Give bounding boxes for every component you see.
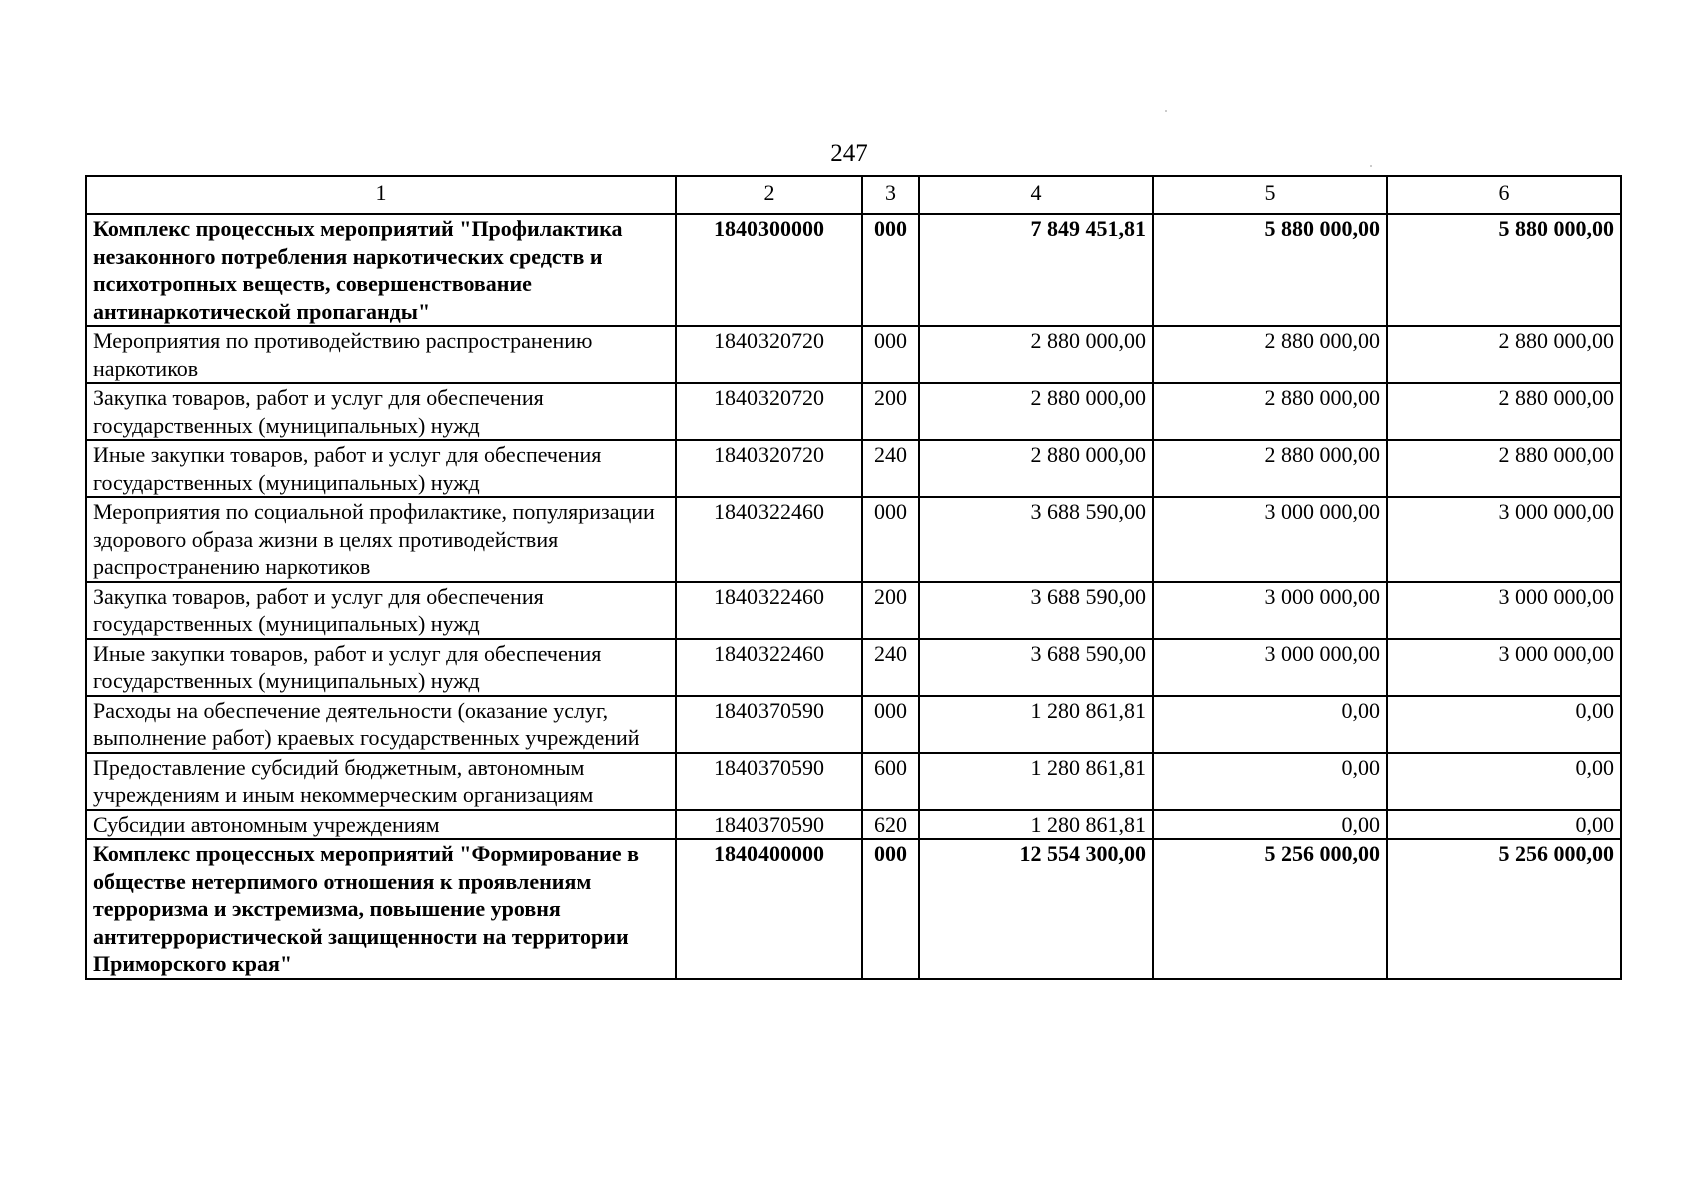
row-amount-col5: 3 000 000,00 [1153,497,1387,582]
budget-table [85,175,1622,980]
row-amount-col5: 5 256 000,00 [1153,839,1387,979]
row-amount-col6: 0,00 [1387,810,1621,840]
row-kind: 000 [862,497,919,582]
row-name: Расходы на обеспечение деятельности (оказание услуг, выполнение работ) краевых государственных учреждений [86,696,676,753]
row-kind: 200 [862,383,919,440]
row-amount-col4: 7 849 451,81 [919,214,1153,326]
row-amount-col5: 2 880 000,00 [1153,440,1387,497]
row-name: Субсидии автономным учреждениям [86,810,676,840]
row-kind: 200 [862,582,919,639]
header-row [86,176,1621,214]
row-kind: 000 [862,214,919,326]
table-body [86,214,1621,979]
row-amount-col6: 0,00 [1387,696,1621,753]
row-code: 1840322460 [676,497,862,582]
table-header [86,176,1621,214]
row-amount-col6: 3 000 000,00 [1387,639,1621,696]
row-name: Закупка товаров, работ и услуг для обеспечения государственных (муниципальных) нужд [86,383,676,440]
table-row [86,639,1621,696]
row-amount-col4: 12 554 300,00 [919,839,1153,979]
row-name: Комплекс процессных мероприятий "Формирование в обществе нетерпимого отношения к проявлениям терроризма и экстремизма, повышение уровня антитеррористической защищенности на территории Приморского края" [86,839,676,979]
row-amount-col4: 3 688 590,00 [919,582,1153,639]
table-row [86,383,1621,440]
row-amount-col6: 2 880 000,00 [1387,326,1621,383]
header-col-4: 4 [919,176,1153,214]
table-row [86,214,1621,326]
row-name: Иные закупки товаров, работ и услуг для обеспечения государственных (муниципальных) нужд [86,639,676,696]
row-amount-col5: 2 880 000,00 [1153,383,1387,440]
row-amount-col5: 0,00 [1153,696,1387,753]
row-kind: 600 [862,753,919,810]
table-row [86,753,1621,810]
row-amount-col4: 1 280 861,81 [919,696,1153,753]
page-number: 247 [830,140,868,167]
row-name: Закупка товаров, работ и услуг для обеспечения государственных (муниципальных) нужд [86,582,676,639]
row-amount-col4: 1 280 861,81 [919,753,1153,810]
row-amount-col4: 3 688 590,00 [919,497,1153,582]
row-amount-col6: 2 880 000,00 [1387,440,1621,497]
row-kind: 240 [862,639,919,696]
row-code: 1840320720 [676,383,862,440]
row-kind: 000 [862,696,919,753]
row-kind: 620 [862,810,919,840]
header-col-5: 5 [1153,176,1387,214]
table-row [86,810,1621,840]
table-row [86,326,1621,383]
row-amount-col4: 3 688 590,00 [919,639,1153,696]
table-row [86,696,1621,753]
scan-speck [1370,165,1372,167]
row-name: Мероприятия по социальной профилактике, популяризации здорового образа жизни в целях противодействия распространению наркотиков [86,497,676,582]
row-code: 1840370590 [676,810,862,840]
row-amount-col6: 5 880 000,00 [1387,214,1621,326]
row-amount-col6: 2 880 000,00 [1387,383,1621,440]
row-amount-col5: 0,00 [1153,810,1387,840]
header-col-6: 6 [1387,176,1621,214]
table-row [86,839,1621,979]
row-kind: 240 [862,440,919,497]
row-code: 1840322460 [676,639,862,696]
row-code: 1840370590 [676,753,862,810]
header-col-3: 3 [862,176,919,214]
row-amount-col4: 2 880 000,00 [919,383,1153,440]
row-code: 1840320720 [676,440,862,497]
row-amount-col4: 2 880 000,00 [919,326,1153,383]
row-amount-col5: 2 880 000,00 [1153,326,1387,383]
row-name: Иные закупки товаров, работ и услуг для обеспечения государственных (муниципальных) нужд [86,440,676,497]
table-row [86,497,1621,582]
row-amount-col6: 3 000 000,00 [1387,497,1621,582]
row-amount-col5: 3 000 000,00 [1153,639,1387,696]
row-amount-col5: 0,00 [1153,753,1387,810]
row-code: 1840300000 [676,214,862,326]
row-code: 1840322460 [676,582,862,639]
row-amount-col6: 0,00 [1387,753,1621,810]
row-code: 1840400000 [676,839,862,979]
table-row [86,582,1621,639]
row-name: Комплекс процессных мероприятий "Профилактика незаконного потребления наркотических средств и психотропных веществ, совершенствование антинаркотической пропаганды" [86,214,676,326]
header-col-2: 2 [676,176,862,214]
row-amount-col4: 2 880 000,00 [919,440,1153,497]
row-amount-col5: 5 880 000,00 [1153,214,1387,326]
row-amount-col4: 1 280 861,81 [919,810,1153,840]
row-name: Мероприятия по противодействию распространению наркотиков [86,326,676,383]
table-row [86,440,1621,497]
row-name: Предоставление субсидий бюджетным, автономным учреждениям и иным некоммерческим организациям [86,753,676,810]
row-kind: 000 [862,326,919,383]
scan-speck [1165,110,1167,112]
row-code: 1840370590 [676,696,862,753]
header-col-1: 1 [86,176,676,214]
row-amount-col5: 3 000 000,00 [1153,582,1387,639]
row-amount-col6: 5 256 000,00 [1387,839,1621,979]
row-code: 1840320720 [676,326,862,383]
row-kind: 000 [862,839,919,979]
row-amount-col6: 3 000 000,00 [1387,582,1621,639]
